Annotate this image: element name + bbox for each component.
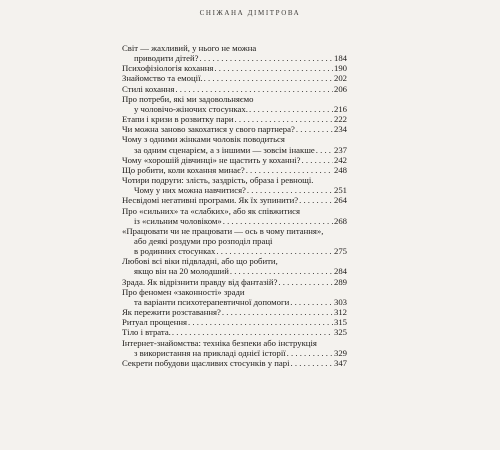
toc-entry (122, 195, 347, 205)
toc-entry-title: Любові всі віки підвладні, або що робити, (122, 256, 278, 267)
toc-entry (122, 256, 347, 276)
toc-line (122, 53, 347, 63)
toc-line (122, 338, 347, 348)
toc-line (122, 297, 347, 307)
toc-entry (122, 165, 347, 175)
toc-entry-title: Знайомство та емоції. (122, 73, 203, 84)
toc-entry (122, 84, 347, 94)
dot-leader (175, 84, 333, 94)
toc-line (122, 175, 347, 185)
toc-entry-title: приводити дітей? (134, 53, 199, 64)
toc-entry-title: Про потреби, які ми задовольняємо (122, 93, 254, 104)
toc-line (122, 94, 347, 104)
toc-line (122, 155, 347, 165)
toc-entry-title: із «сильним чоловіком» (134, 215, 222, 226)
toc-entry-title: Інтернет-знайомства: техніка безпеки або інструкція (122, 337, 317, 348)
toc-entry (122, 114, 347, 124)
toc-entry-title: або деякі роздуми про розподіл праці (134, 235, 273, 246)
toc-entry-title: Світ — жахливий, у нього не можна (122, 43, 257, 53)
toc-entry (122, 358, 347, 368)
toc-entry-title: якщо він на 20 молодший (134, 266, 229, 277)
toc-entry-title: Секрети побудови щасливих стосунків у парі (122, 357, 290, 368)
toc-entry-title: Чому «хорошій дівчинці» не щастить у коханні? (122, 154, 301, 165)
toc-page-number: 234 (333, 124, 347, 135)
toc-line (122, 327, 347, 337)
toc-entry-title: Етапи і кризи в розвитку пари (122, 114, 234, 125)
toc-page-number: 268 (333, 215, 347, 226)
toc-page-number: 264 (333, 195, 347, 206)
toc-line (122, 358, 347, 368)
toc-entry-title: Зрада. Як відрізнити правду від фантазій? (122, 276, 278, 287)
toc-entry (122, 317, 347, 327)
toc-page-number: 184 (333, 53, 347, 64)
toc-entry (122, 287, 347, 307)
dot-leader (204, 73, 333, 83)
toc-entry-title: за одним сценарієм, а з іншими — зовсім інакше (134, 144, 315, 155)
toc-entry-title: Про «сильних» та «слабких», або як співжитися (122, 205, 300, 216)
toc-page-number: 329 (333, 347, 347, 358)
toc-line (122, 124, 347, 134)
dot-leader (188, 317, 333, 327)
toc-entry-title: в родинних стосунках (134, 246, 216, 257)
toc-entry-title: Чому у них можна навчитися? (134, 185, 246, 196)
dot-leader (302, 155, 333, 165)
toc-page-number: 303 (333, 296, 347, 307)
toc-entry (122, 175, 347, 195)
toc-line (122, 256, 347, 266)
toc-line (122, 277, 347, 287)
toc-page-number: 242 (333, 154, 347, 165)
toc-line (122, 145, 347, 155)
toc-entry-title: Несвідомі негативні програми. Як їх зупинити? (122, 195, 299, 206)
toc-line (122, 348, 347, 358)
toc-entry-title: та варіанти психотерапевтичної допомоги (134, 296, 290, 307)
toc-entry (122, 94, 347, 114)
toc-page-number: 325 (333, 327, 347, 338)
toc-page-number: 289 (333, 276, 347, 287)
toc-page-number: 222 (333, 114, 347, 125)
toc-entry-title: з використання на прикладі однієї історії (134, 347, 286, 358)
toc-entry (122, 43, 347, 63)
dot-leader (291, 358, 333, 368)
toc-page-number: 347 (333, 357, 347, 368)
dot-leader (199, 53, 333, 63)
toc-line (122, 185, 347, 195)
toc-line (122, 104, 347, 114)
toc-line (122, 114, 347, 124)
toc-entry-title: Психофізіологія кохання (122, 63, 214, 74)
toc-page-number: 216 (333, 103, 347, 114)
toc-entry (122, 73, 347, 83)
toc-line (122, 266, 347, 276)
toc-line (122, 236, 347, 246)
toc-line (122, 246, 347, 256)
toc-entry-title: Чотири подруги: злість, заздрість, образа і ревнощі. (122, 175, 314, 186)
toc-page-number: 275 (333, 246, 347, 257)
toc-entry (122, 338, 347, 358)
toc-line (122, 206, 347, 216)
toc-entry-title: Що робити, коли кохання минає? (122, 164, 245, 175)
toc-entry (122, 155, 347, 165)
dot-leader (316, 145, 333, 155)
toc-line (122, 216, 347, 226)
dot-leader (249, 104, 333, 114)
toc-entry-title: Чому з одними жінками чоловік поводиться (122, 134, 285, 145)
toc-line (122, 84, 347, 94)
toc-entry (122, 277, 347, 287)
toc-page-number: 237 (333, 144, 347, 155)
toc-entry (122, 206, 347, 226)
toc-entry-title: Ритуал прощення (122, 317, 188, 328)
dot-leader (287, 348, 333, 358)
toc-line (122, 134, 347, 144)
toc-page-number: 202 (333, 73, 347, 84)
toc-entry-title: Тіло і втрата. (122, 327, 171, 338)
dot-leader (216, 246, 333, 256)
toc-page-number: 251 (333, 185, 347, 196)
toc-line (122, 317, 347, 327)
toc-entry-title: «Працювати чи не працювати — ось в чому питання», (122, 225, 324, 236)
toc-entry (122, 327, 347, 337)
toc-entry (122, 63, 347, 73)
toc-line (122, 73, 347, 83)
dot-leader (214, 63, 333, 73)
toc-line (122, 226, 347, 236)
toc-line (122, 287, 347, 297)
dot-leader (247, 185, 333, 195)
toc-entry (122, 134, 347, 154)
toc-entry (122, 226, 347, 256)
toc-line (122, 63, 347, 73)
toc-page-number: 206 (333, 83, 347, 94)
toc-entry (122, 124, 347, 134)
dot-leader (290, 297, 333, 307)
toc-line (122, 43, 347, 53)
toc-entry-title: у чоловічо-жіночих стосунках. (134, 103, 248, 114)
dot-leader (235, 114, 333, 124)
toc-entry-title: Стилі кохання (122, 83, 175, 94)
dot-leader (230, 266, 333, 276)
dot-leader (172, 327, 333, 337)
toc-entry-title: Про феномен «законності» зради (122, 286, 245, 297)
toc-page-number: 312 (333, 307, 347, 318)
toc-page-number: 190 (333, 63, 347, 74)
toc-line (122, 307, 347, 317)
dot-leader (278, 277, 333, 287)
toc-line (122, 165, 347, 175)
toc-line (122, 195, 347, 205)
dot-leader (246, 165, 333, 175)
table-of-contents (122, 43, 347, 368)
toc-entry-title: Чи можна заново закохатися у свого партнера? (122, 124, 295, 135)
toc-page-number: 248 (333, 164, 347, 175)
dot-leader (296, 124, 333, 134)
toc-entry-title: Як пережити розставання? (122, 307, 221, 318)
dot-leader (223, 216, 333, 226)
toc-page-number: 284 (333, 266, 347, 277)
toc-page-number: 315 (333, 317, 347, 328)
running-head: СНІЖАНА ДІМІТРОВА (199, 9, 301, 17)
dot-leader (222, 307, 333, 317)
toc-entry (122, 307, 347, 317)
dot-leader (299, 195, 333, 205)
